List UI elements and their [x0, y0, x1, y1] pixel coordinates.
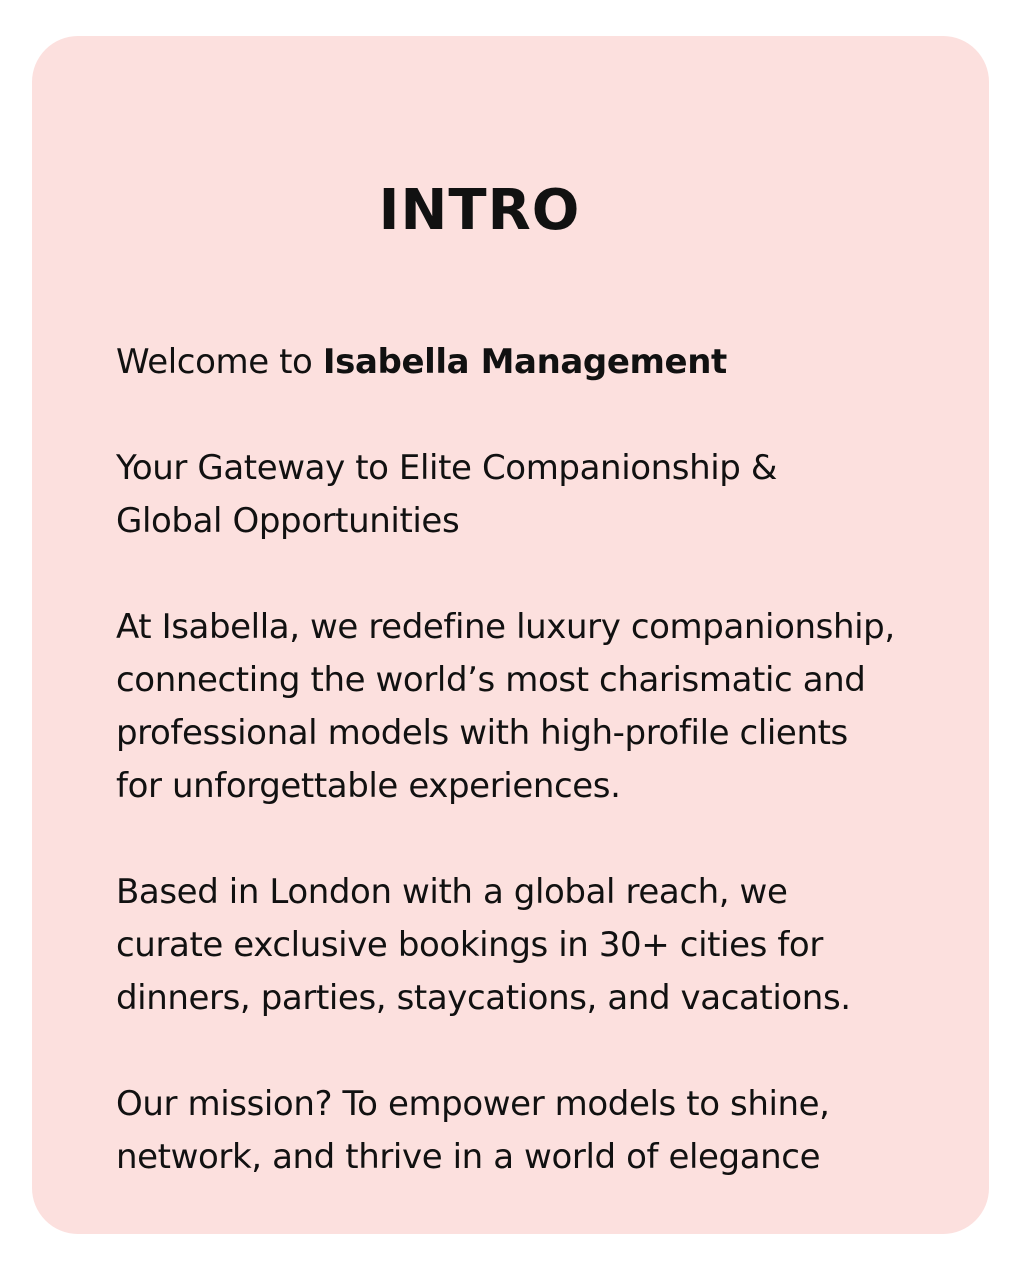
welcome-line [116, 336, 996, 389]
intro-body [116, 336, 996, 1184]
location-paragraph [116, 866, 996, 1025]
tagline-line: Your Gateway to Elite Companionship & [116, 448, 777, 488]
intro-card [32, 36, 989, 1234]
mission-paragraph [116, 1078, 996, 1184]
about-line: professional models with high-profile clients [116, 713, 848, 753]
welcome-prefix: Welcome to [116, 342, 323, 382]
page-title: INTRO [378, 178, 581, 243]
about-line: At Isabella, we redefine luxury companionship, [116, 607, 895, 647]
about-line: connecting the world’s most charismatic and [116, 660, 866, 700]
location-line: dinners, parties, staycations, and vacations. [116, 978, 851, 1018]
brand-name: Isabella Management [322, 342, 727, 382]
tagline-paragraph [116, 442, 996, 548]
tagline-line: Global Opportunities [116, 501, 460, 541]
about-line: for unforgettable experiences. [116, 766, 621, 806]
about-paragraph [116, 601, 996, 813]
mission-line: Our mission? To empower models to shine, [116, 1084, 830, 1124]
mission-line: network, and thrive in a world of elegance [116, 1137, 821, 1177]
location-line: Based in London with a global reach, we [116, 872, 788, 912]
location-line: curate exclusive bookings in 30+ cities for [116, 925, 823, 965]
